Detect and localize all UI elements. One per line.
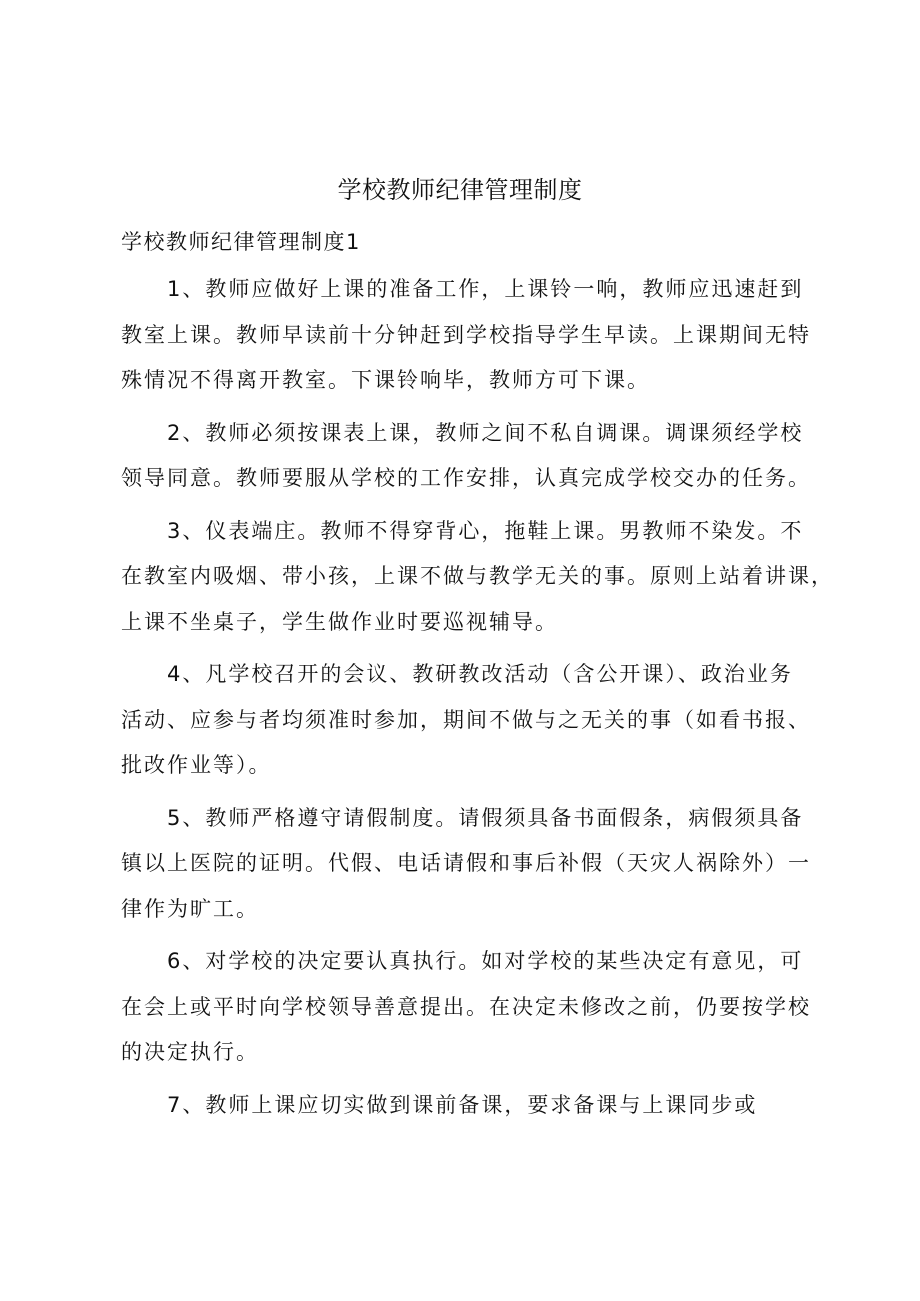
paragraph-line: 教室上课。教师早读前十分钟赶到学校指导学生早读。上课期间无特 [121,322,811,347]
paragraph-line: 3、仪表端庄。教师不得穿背心，拖鞋上课。男教师不染发。不 [167,518,804,543]
paragraph-line: 5、教师严格遵守请假制度。请假须具备书面假条，病假须具备 [167,805,804,830]
paragraph-4 [121,652,821,789]
paragraph-line: 批改作业等）。 [121,753,272,777]
paragraph-2 [121,411,821,502]
paragraph-7 [121,1083,821,1129]
document-title: 学校教师纪律管理制度 [337,176,583,204]
paragraph-line: 殊情况不得离开教室。下课铃响毕，教师方可下课。 [121,368,650,392]
paragraph-line: 上课不坐桌子，学生做作业时要巡视辅导。 [121,609,558,634]
paragraph-line: 6、对学校的决定要认真执行。如对学校的某些决定有意见，可 [167,949,804,973]
paragraph-6 [121,939,821,1076]
paragraph-line: 4、凡学校召开的会议、教研教改活动（含公开课）、政治业务 [167,662,793,686]
paragraph-line: 在会上或平时向学校领导善意提出。在决定未修改之前，仍要按学校 [121,994,811,1019]
paragraph-line: 2、教师必须按课表上课，教师之间不私自调课。调课须经学校 [167,420,804,445]
paragraph-line: 7、教师上课应切实做到课前备课，要求备课与上课同步或 [167,1092,758,1117]
paragraph-line: 的决定执行。 [121,1040,259,1064]
paragraph-3 [121,509,834,646]
document-subtitle: 学校教师纪律管理制度1 [121,230,361,254]
paragraph-line: 1、教师应做好上课的准备工作，上课铃一响，教师应迅速赶到 [167,277,804,301]
document-body [121,267,834,1135]
paragraph-line: 在教室内吸烟、带小孩，上课不做与教学无关的事。原则上站着讲课， [121,564,834,588]
paragraph-line: 活动、应参与者均须准时参加，期间不做与之无关的事（如看书报、 [121,707,811,732]
paragraph-1 [121,267,821,404]
paragraph-line: 律作为旷工。 [121,896,259,921]
paragraph-line: 镇以上医院的证明。代假、电话请假和事后补假（天灾人祸除外）一 [121,851,811,875]
paragraph-5 [121,796,821,933]
paragraph-line: 领导同意。教师要服从学校的工作安排，认真完成学校交办的任务。 [121,466,811,490]
